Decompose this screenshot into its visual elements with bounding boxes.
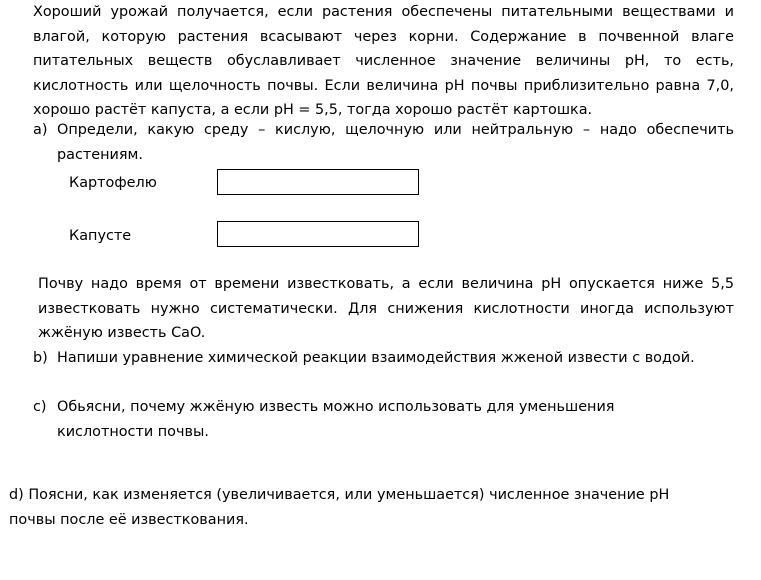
cabbage-answer-field[interactable] [217, 221, 419, 247]
potato-label: Картофелю [69, 175, 157, 191]
question-a-text: Определи, какую среду – кислую, щелочную или нейтральную – надо обеспечить растениям. [57, 122, 734, 163]
liming-paragraph: Почву надо время от времени известковать, а если величина pH опускается ниже 5,5 известковать нужно систематически. Для снижения кислотности иногда используют жжёную известь CaO. [38, 276, 734, 341]
question-b-marker: b) [33, 350, 48, 366]
question-a-marker: a) [33, 122, 48, 138]
potato-answer-field[interactable] [217, 169, 419, 195]
question-b-text: Напиши уравнение химической реакции взаимодействия жженой извести с водой. [57, 350, 695, 366]
question-c-marker: c) [33, 399, 47, 415]
question-d-text: d) Поясни, как изменяется (увеличивается, или уменьшается) численное значение pH почвы после её известкования. [9, 487, 670, 528]
intro-paragraph: Хороший урожай получается, если растения обеспечены питательными веществами и влагой, которую растения всасывают через корни. Содержание в почвенной влаге питательных веществ обуславливает численное значение величины pH, то есть, кислотность или щелочность почвы. Если величина pH почвы приблизительно равна 7,0, хорошо растёт капуста, а если pH = 5,5, тогда хорошо растёт картошка. [33, 4, 734, 118]
cabbage-label: Капусте [69, 228, 132, 244]
question-c-text: Обьясни, почему жжёную известь можно использовать для уменьшения кислотности почвы. [57, 399, 615, 440]
